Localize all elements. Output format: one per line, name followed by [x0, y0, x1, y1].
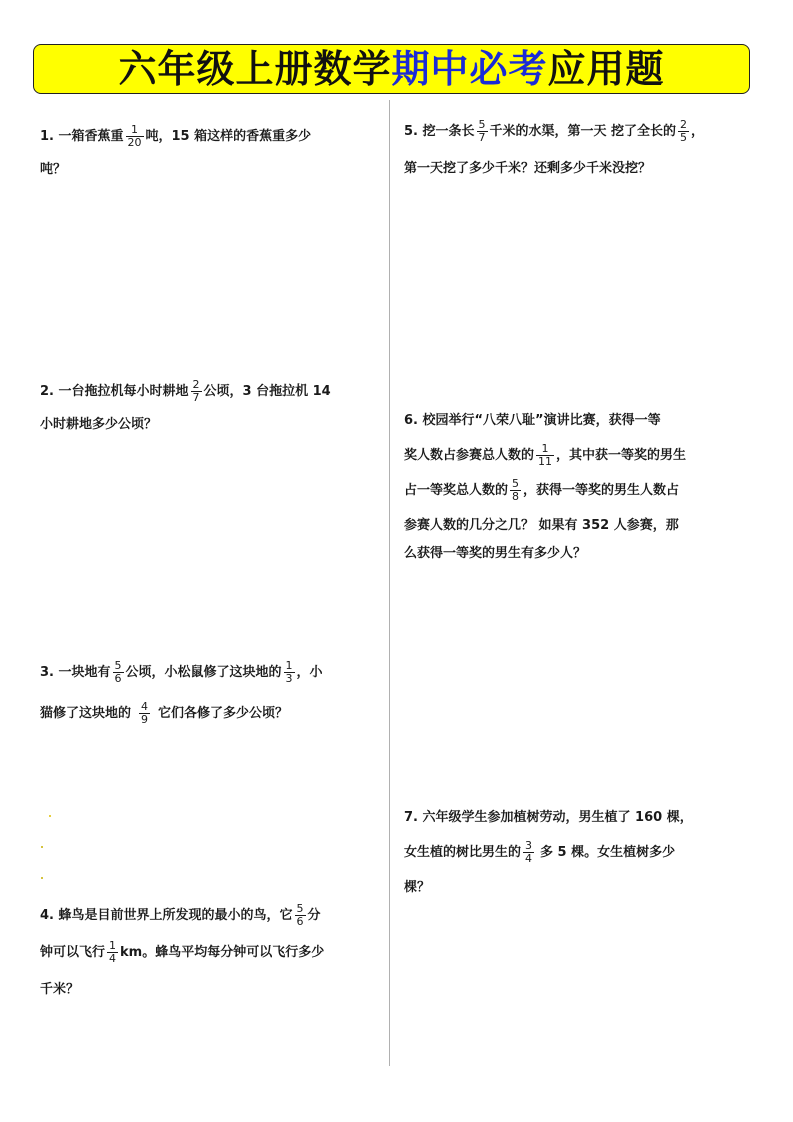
question-6	[404, 403, 754, 565]
question-1	[40, 120, 380, 186]
question-3-line-2	[40, 697, 385, 730]
fraction	[191, 379, 202, 404]
question-6-line-2	[404, 438, 754, 473]
question-3	[40, 656, 385, 730]
fraction	[284, 660, 295, 685]
q1-text-1: 1. 一箱香蕉重	[40, 129, 124, 144]
page-title	[118, 47, 665, 91]
q7-text-2: 女生植的树比男生的	[404, 845, 522, 860]
question-6-line-5	[404, 543, 754, 565]
fraction-numerator: 5	[296, 902, 304, 915]
question-4-line-3	[40, 971, 385, 1008]
q6-text-1: 6. 校园举行“八荣八耻”演讲比赛，获得一等	[404, 413, 661, 428]
q6-text-2: 奖人数占参赛总人数的	[404, 448, 535, 463]
question-6-line-3	[404, 473, 754, 508]
question-7-line-1	[404, 800, 754, 835]
title-banner	[33, 44, 750, 94]
fraction-denominator: 6	[114, 672, 122, 685]
stray-dot	[41, 846, 43, 848]
question-4-line-1	[40, 897, 385, 934]
question-4-line-2	[40, 934, 385, 971]
q7-text-4: 棵？	[404, 880, 431, 895]
q3-text-1: 3. 一块地有	[40, 665, 111, 680]
fraction-numerator: 4	[141, 700, 149, 713]
question-7-line-3	[404, 870, 754, 905]
fraction	[107, 940, 118, 965]
q7-text-1: 7. 六年级学生参加植树劳动，男生植了 160 棵，	[404, 810, 693, 825]
question-1-line-2	[40, 153, 380, 186]
fraction	[523, 840, 534, 865]
question-2-line-2	[40, 408, 385, 441]
q5-text-3: ，	[691, 124, 705, 139]
question-6-line-1	[404, 403, 754, 438]
q6-text-3: ，其中获一等奖的男生	[556, 448, 687, 463]
column-divider	[389, 100, 390, 1066]
fraction-numerator: 5	[114, 659, 122, 672]
question-5-line-2	[404, 152, 754, 185]
fraction-numerator: 5	[512, 477, 520, 490]
fraction-numerator: 5	[478, 118, 486, 131]
q4-text-5: 千米？	[40, 982, 80, 997]
question-6-line-4	[404, 508, 754, 543]
q5-text-1: 5. 挖一条长	[404, 124, 475, 139]
q4-text-1: 4. 蜂鸟是目前世界上所发现的最小的鸟，它	[40, 908, 293, 923]
title-part-black-1: 六年级上册数学	[118, 47, 392, 91]
fraction-numerator: 3	[525, 839, 533, 852]
q6-text-7: 么获得一等奖的男生有多少人？	[404, 546, 587, 561]
q3-text-5: 它们各修了多少公顷？	[158, 706, 289, 721]
question-7	[404, 800, 754, 905]
question-3-line-1	[40, 656, 385, 689]
fraction	[536, 443, 554, 468]
fraction-denominator: 5	[680, 131, 688, 144]
q2-text-3: 小时耕地多少公顷？	[40, 417, 158, 432]
fraction-denominator: 11	[538, 455, 553, 468]
fraction-numerator: 1	[541, 442, 549, 455]
q3-text-2: 公顷，小松鼠修了这块地的	[125, 665, 282, 680]
fraction-denominator: 7	[478, 131, 486, 144]
fraction	[477, 119, 488, 144]
fraction	[510, 478, 521, 503]
fraction	[113, 660, 124, 685]
question-7-line-2	[404, 835, 754, 870]
fraction-numerator: 2	[192, 378, 200, 391]
fraction-numerator: 1	[109, 939, 117, 952]
fraction-numerator: 1	[131, 123, 139, 136]
fraction-denominator: 6	[296, 915, 304, 928]
question-5-line-1	[404, 115, 754, 148]
q4-text-2: 分	[307, 908, 321, 923]
question-2	[40, 375, 385, 441]
stray-dot	[49, 815, 51, 817]
q5-text-2: 千米的水渠，第一天 挖了全长的	[489, 124, 677, 139]
q6-text-4: 占一等奖总人数的	[404, 483, 509, 498]
question-5	[404, 115, 754, 185]
fraction-numerator: 2	[680, 118, 688, 131]
q6-text-5: ，获得一等奖的男生人数占	[523, 483, 680, 498]
fraction	[678, 119, 689, 144]
q1-text-2: 吨，15 箱这样的香蕉重多少	[145, 129, 312, 144]
q1-text-3: 吨？	[40, 162, 67, 177]
fraction-denominator: 9	[141, 713, 149, 726]
q4-text-4: km。蜂鸟平均每分钟可以飞行多少	[120, 945, 325, 960]
fraction-denominator: 3	[285, 672, 293, 685]
fraction	[126, 124, 144, 149]
fraction-denominator: 4	[109, 952, 117, 965]
q6-text-6: 参赛人数的几分之几？ 如果有 352 人参赛，那	[404, 518, 679, 533]
q2-text-2: 公顷，3 台拖拉机 14	[203, 384, 331, 399]
q3-text-4: 猫修了这块地的	[40, 706, 132, 721]
fraction-denominator: 4	[525, 852, 533, 865]
q7-text-3: 多 5 棵。女生植树多少	[540, 845, 676, 860]
q5-text-4: 第一天挖了多少千米？还剩多少千米没挖？	[404, 161, 652, 176]
q2-text-1: 2. 一台拖拉机每小时耕地	[40, 384, 189, 399]
q4-text-3: 钟可以飞行	[40, 945, 106, 960]
question-2-line-1	[40, 375, 385, 408]
stray-dot	[41, 877, 43, 879]
question-4	[40, 897, 385, 1008]
title-part-black-2: 应用题	[547, 47, 665, 91]
fraction-denominator: 7	[192, 391, 200, 404]
fraction-denominator: 8	[512, 490, 520, 503]
fraction	[295, 903, 306, 928]
fraction-numerator: 1	[285, 659, 293, 672]
q3-text-3: ，小	[296, 665, 323, 680]
question-1-line-1	[40, 120, 380, 153]
title-part-blue: 期中必考	[391, 47, 548, 91]
fraction	[139, 701, 150, 726]
fraction-denominator: 20	[127, 136, 142, 149]
